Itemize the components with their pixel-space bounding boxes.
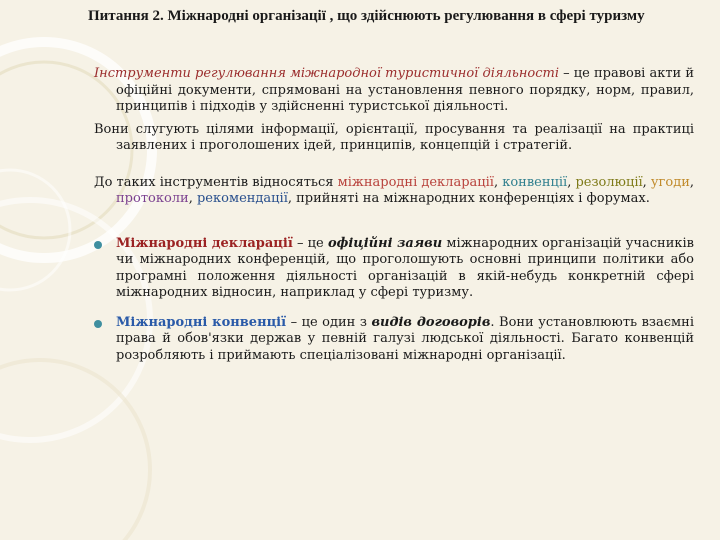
instrument-resolutions: резолюції xyxy=(575,174,643,190)
conventions-emphasis: видів договорів xyxy=(371,314,491,330)
declarations-term: Міжнародні декларації xyxy=(116,235,293,251)
bullet-conventions xyxy=(94,315,694,365)
declarations-emphasis: офіційні заяви xyxy=(327,235,443,251)
separator: , xyxy=(642,174,651,190)
instrument-recommendations: рекомендації xyxy=(196,191,288,206)
separator: , xyxy=(493,174,503,190)
slide-content xyxy=(94,66,694,377)
bullet-dot-icon xyxy=(94,241,102,249)
definition-paragraph xyxy=(94,66,694,116)
instrument-protocols: протоколи xyxy=(116,191,189,206)
instrument-agreements: угоди xyxy=(650,174,690,190)
instrument-declarations: міжнародні декларації xyxy=(337,174,494,190)
slide-title: Питання 2. Міжнародні організації , що здійснюють регулювання в сфері туризму xyxy=(88,8,645,24)
instruments-lead: До таких інструментів відносяться xyxy=(94,174,338,190)
bullet-declarations xyxy=(94,236,694,302)
separator: , xyxy=(188,191,197,206)
instrument-conventions: конвенції xyxy=(502,174,568,190)
conventions-term: Міжнародні конвенції xyxy=(116,314,287,330)
definition-text: – це правові акти й офіційні документи, спрямовані на установлення певного порядку, норм, правил, принципів і підходів у здійсненні туристської діяльності. xyxy=(116,66,694,114)
declarations-mid: – це xyxy=(292,235,328,251)
declarations-text: міжнародних організацій учасників чи міжнародних конференцій, що проголошують основні принципи політики або програмні положення діяльності організацій в якій-небудь конкретній сфері міжнародних відносин, наприклад у сфері туризму. xyxy=(116,235,694,300)
instruments-paragraph xyxy=(94,175,694,208)
separator: , xyxy=(567,174,576,190)
instruments-tail: , прийняті на міжнародних конференціях і форумах. xyxy=(287,191,650,206)
definition-term: Інструменти регулювання міжнародної туристичної діяльності xyxy=(94,66,559,81)
separator: , xyxy=(689,174,695,190)
bullet-dot-icon xyxy=(94,320,102,328)
conventions-text: . Вони установлюють взаємні права й обов'язки держав у певній галузі людської діяльності. Багато конвенцій розробляють і приймають спеціалізовані міжнародні організації. xyxy=(116,314,694,363)
conventions-mid: – це один з xyxy=(286,314,372,330)
purpose-paragraph: Вони слугують цілями інформації, орієнтації, просування та реалізації на практиці заявлених і проголошених ідей, принципів, концепцій і стратегій. xyxy=(94,121,694,153)
